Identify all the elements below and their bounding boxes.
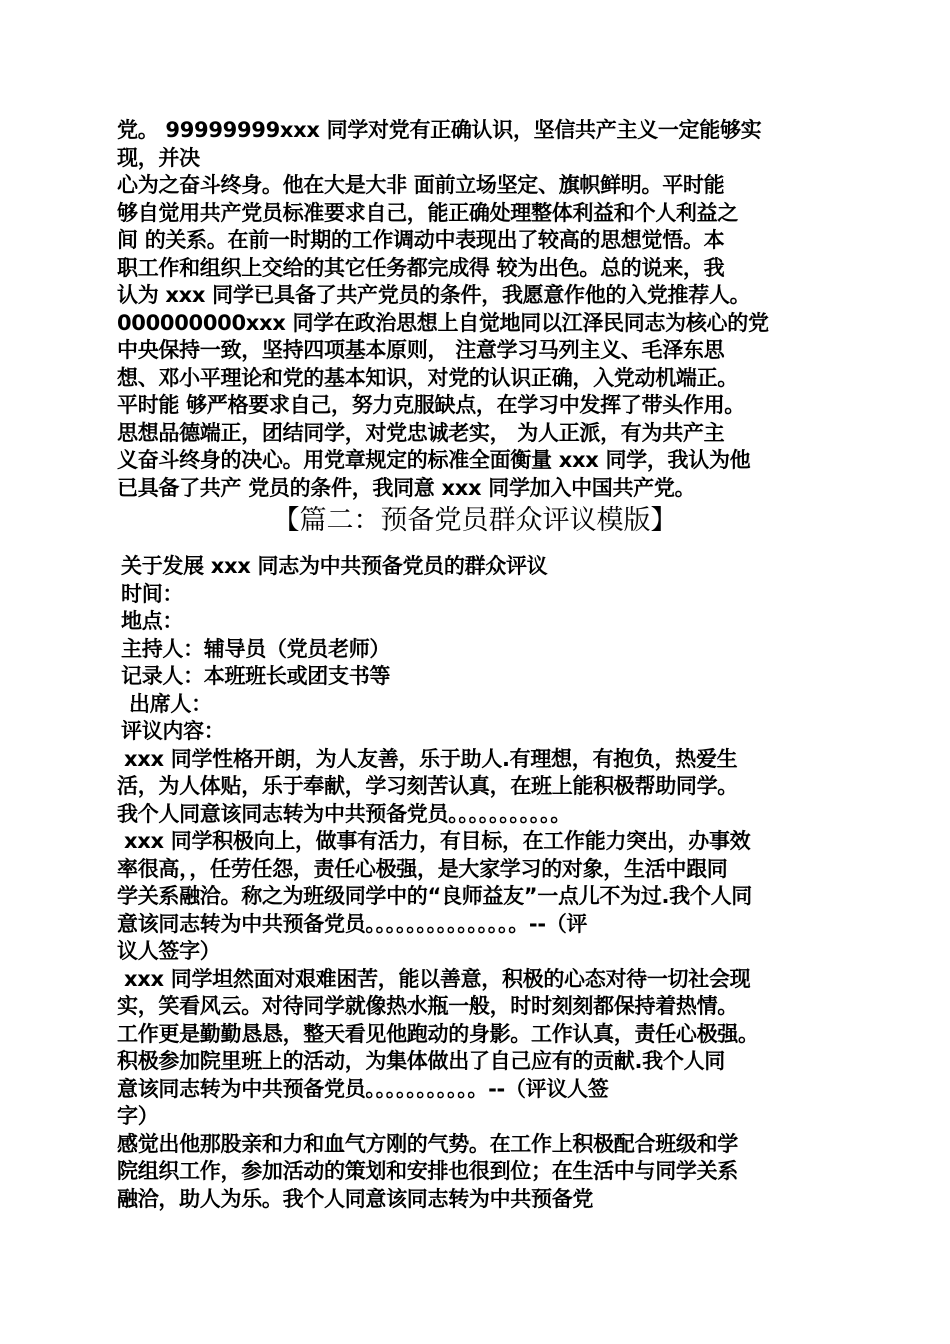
text-line: 融洽，助人为乐。我个人同意该同志转为中共预备党	[117, 1186, 594, 1211]
host-label: 主持人：辅导员（党员老师）	[121, 636, 391, 661]
text-line: 活，为人体贴，乐于奉献，学习刻苦认真，在班上能积极帮助同学。	[117, 774, 738, 798]
evaluation-template	[117, 553, 839, 1213]
section-title: 【篇二：预备党员群众评议模版】	[272, 505, 678, 536]
comment-1	[117, 746, 839, 829]
text-line: 现，并决	[117, 145, 200, 170]
text-line: 工作更是勤勤恳恳，整天看见他跑动的身影。工作认真，责任心极强。	[117, 1021, 759, 1046]
text-line: 认为 xxx 同学已具备了共产党员的条件，我愿意作他的入党推荐人。	[117, 283, 751, 307]
text-line: 平时能 够严格要求自己，努力克服缺点，在学习中发挥了带头作用。	[117, 393, 746, 417]
text-line: 实，笑看风云。对待同学就像热水瓶一般，时时刻刻都保持着热情。	[117, 994, 738, 1018]
text-line: 我个人同意该同志转为中共预备党员。。。。。。。。。。。	[117, 801, 571, 826]
intro-paragraph	[117, 117, 839, 502]
text-line: 党。 99999999xxx 同学对党有正确认识，坚信共产主义一定能够实	[117, 118, 762, 142]
place-label: 地点：	[121, 609, 184, 633]
text-line: 够自觉用共产党员标准要求自己，能正确处理整体利益和个人利益之	[117, 200, 738, 225]
text-line: 学关系融洽。称之为班级同学中的“良师益友”一点儿不为过.我个人同	[117, 884, 752, 908]
text-line: 院组织工作，参加活动的策划和安排也很到位；在生活中与同学关系	[117, 1159, 738, 1183]
text-line: 中央保持一致，坚持四项基本原则， 注意学习马列主义、毛泽东思	[117, 338, 725, 362]
attendees-label: 出席人：	[129, 691, 212, 716]
time-label: 时间：	[121, 581, 184, 606]
evaluation-heading: 关于发展 xxx 同志为中共预备党员的群众评议	[121, 554, 548, 578]
text-line: 议人签字）	[117, 939, 221, 963]
text-line: 职工作和组织上交给的其它任务都完成得 较为出色。总的说来，我	[117, 255, 725, 280]
text-line: 感觉出他那股亲和力和血气方刚的气势。在工作上积极配合班级和学	[117, 1131, 738, 1156]
text-line: 率很高，，任劳任怨，责任心极强，是大家学习的对象，生活中跟同	[117, 856, 728, 881]
text-line: 积极参加院里班上的活动，为集体做出了自己应有的贡献.我个人同	[117, 1049, 725, 1073]
content-label: 评议内容：	[121, 719, 225, 743]
comment-3	[117, 966, 839, 1131]
text-line: 意该同志转为中共预备党员。。。。。。。。。。。。。。。--（评	[117, 911, 588, 936]
text-line: 义奋斗终身的决心。用党章规定的标准全面衡量 xxx 同学，我认为他	[117, 448, 751, 472]
text-line: 思想品德端正，团结同学，对党忠诚老实， 为人正派，有为共产主	[117, 420, 725, 445]
comment-2	[117, 828, 839, 966]
text-line: 000000000xxx 同学在政治思想上自觉地同以江泽民同志为核心的党	[117, 310, 769, 335]
text-line: 心为之奋斗终身。他在大是大非 面前立场坚定、旗帜鲜明。平时能	[117, 173, 725, 197]
text-line: xxx 同学积极向上，做事有活力，有目标，在工作能力突出，办事效	[117, 829, 751, 853]
comment-4	[117, 1131, 839, 1214]
text-line: xxx 同学坦然面对艰难困苦，能以善意，积极的心态对待一切社会现	[117, 966, 751, 991]
text-line: 已具备了共产 党员的条件，我同意 xxx 同学加入中国共产党。	[117, 475, 696, 500]
text-line: 想、邓小平理论和党的基本知识，对党的认识正确，入党动机端正。	[117, 365, 738, 390]
text-line: 意该同志转为中共预备党员。。。。。。。。。。。--（评议人签	[117, 1076, 609, 1101]
text-line: 字）	[117, 1104, 159, 1128]
text-line: xxx 同学性格开朗，为人友善，乐于助人.有理想，有抱负，热爱生	[117, 746, 738, 771]
recorder-label: 记录人：本班班长或团支书等	[121, 664, 391, 688]
text-line: 间 的关系。在前一时期的工作调动中表现出了较高的思想觉悟。本	[117, 228, 725, 252]
